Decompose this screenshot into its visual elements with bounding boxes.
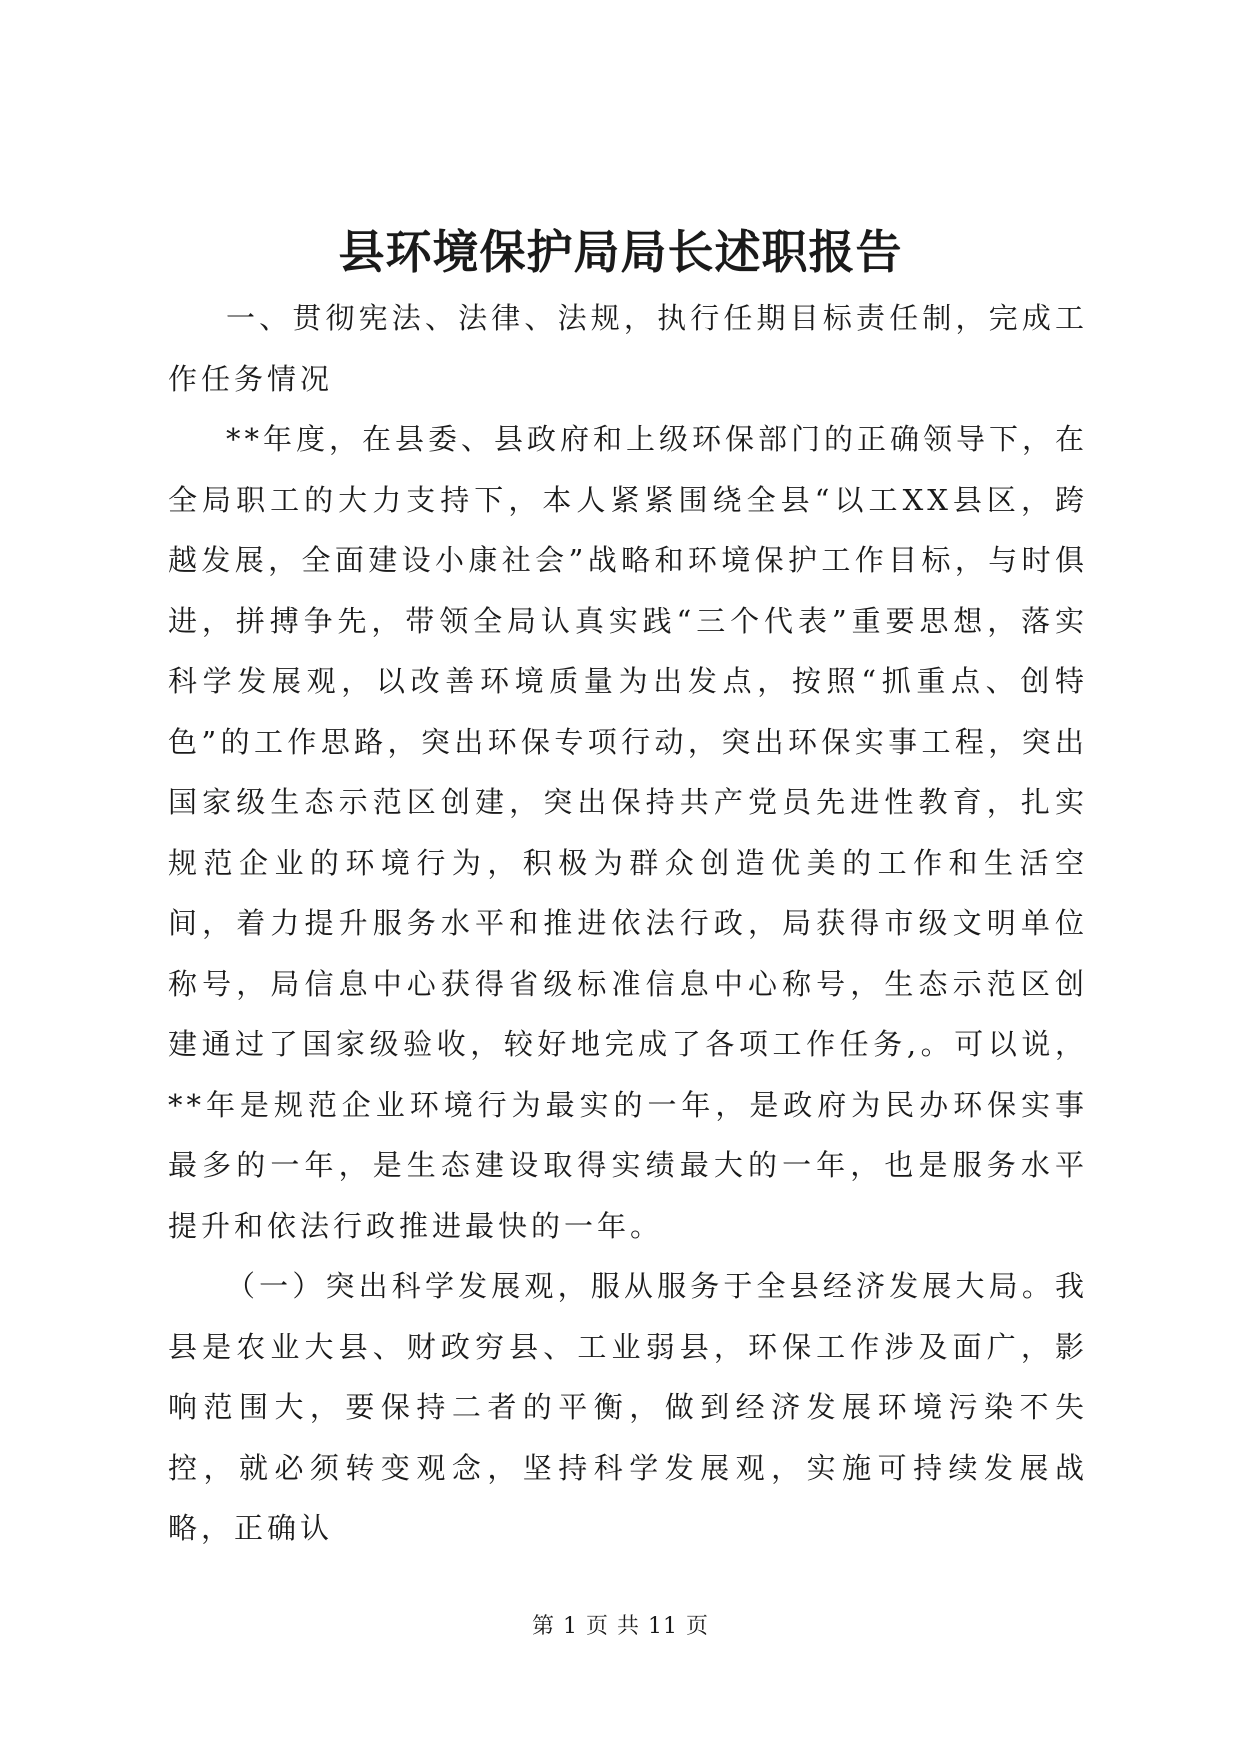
- page-title: 县环境保护局局长述职报告: [338, 225, 903, 279]
- section-heading: 一、贯彻宪法、法律、法规，执行任期目标责任制，完成工作任务情况: [168, 301, 1088, 396]
- document-body: [168, 288, 1088, 1559]
- body-paragraph: **年度，在县委、县政府和上级环保部门的正确领导下，在全局职工的大力支持下，本人紧紧围绕全县“以工XX县区，跨越发展，全面建设小康社会”战略和环境保护工作目标，与时俱进，拼搏争先，带领全局认真实践“三个代表”重要思想，落实科学发展观，以改善环境质量为出发点，按照“抓重点、创特色”的工作思路，突出环保专项行动，突出环保实事工程，突出国家级生态示范区创建，突出保持共产党员先进性教育，扎实规范企业的环境行为，积极为群众创造优美的工作和生活空间，着力提升服务水平和推进依法行政，局获得市级文明单位称号，局信息中心获得省级标准信息中心称号，生态示范区创建通过了国家级验收，较好地完成了各项工作任务,。可以说，**年是规范企业环境行为最实的一年，是政府为民办环保实事最多的一年，是生态建设取得实绩最大的一年，也是服务水平提升和依法行政推进最快的一年。: [168, 422, 1089, 1243]
- page-number-footer: 第 1 页 共 11 页: [532, 1614, 709, 1639]
- body-paragraph: （一）突出科学发展观，服从服务于全县经济发展大局。我县是农业大县、财政穷县、工业弱县，环保工作涉及面广，影响范围大，要保持二者的平衡，做到经济发展环境污染不失控，就必须转变观念，坚持科学发展观，实施可持续发展战略，正确认: [168, 1269, 1088, 1545]
